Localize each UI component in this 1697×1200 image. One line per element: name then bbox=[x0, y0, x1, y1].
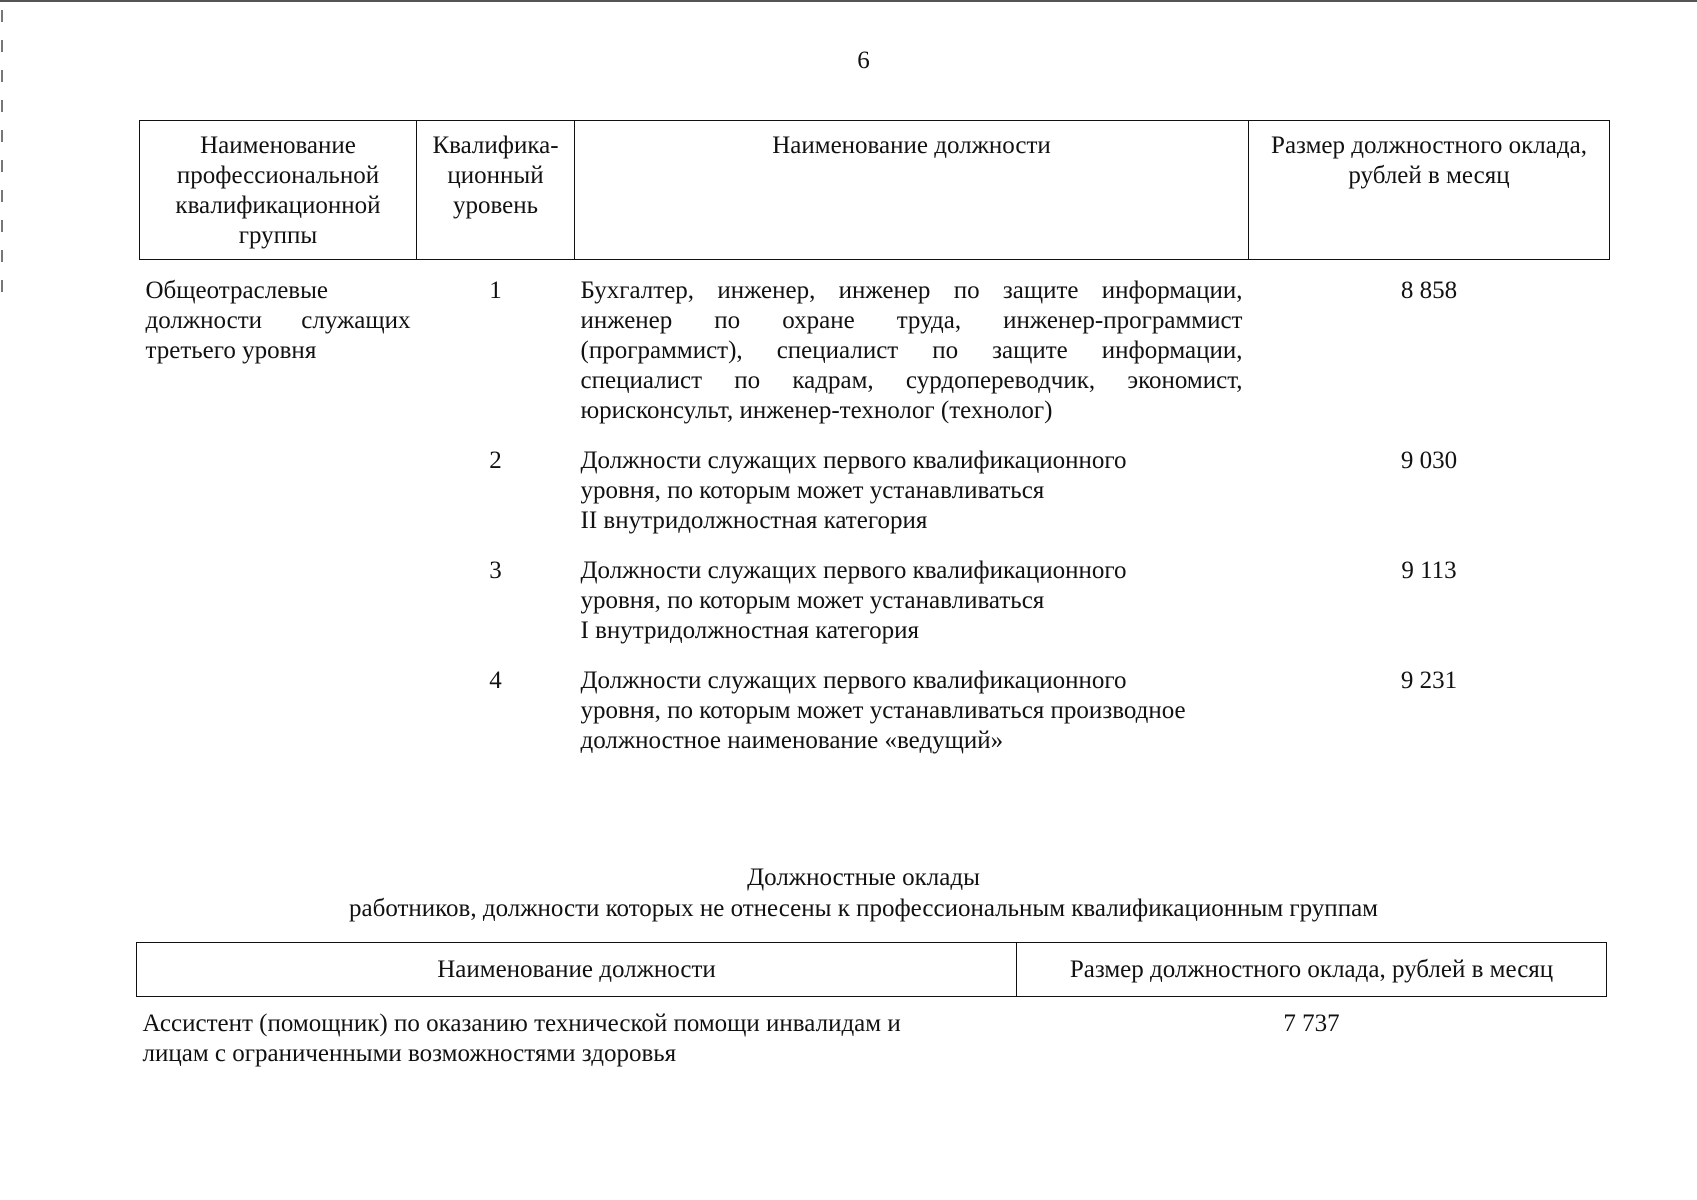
positions-line: должностное наименование «ведущий» bbox=[580, 727, 1004, 754]
level-cell: 2 bbox=[489, 447, 502, 474]
positions-line: I внутридолжностная категория bbox=[580, 617, 920, 644]
table-row bbox=[137, 997, 1607, 1070]
level-cell: 3 bbox=[489, 557, 502, 584]
positions-line: уровня, по которым может устанавливаться bbox=[580, 587, 1045, 614]
salary-cell: 9 113 bbox=[1401, 557, 1457, 584]
header-group-name: Наименование профессиональной квалификационной группы bbox=[140, 121, 417, 260]
header-qualification-level: Квалифика-ционный уровень bbox=[417, 121, 575, 260]
salary-cell: 7 737 bbox=[1283, 1010, 1340, 1037]
position-line: лицам с ограниченными возможностями здоровья bbox=[142, 1040, 677, 1067]
positions-line: уровня, по которым может устанавливаться производное bbox=[580, 697, 1186, 724]
header-position-name: Наименование должности bbox=[575, 121, 1249, 260]
other-positions-table bbox=[136, 942, 1607, 1069]
position-line: Ассистент (помощник) по оказанию технической помощи инвалидам и bbox=[142, 1010, 901, 1037]
table-row bbox=[140, 260, 1610, 427]
positions-line: уровня, по которым может устанавливаться bbox=[580, 477, 1045, 504]
positions-cell bbox=[575, 536, 1249, 646]
positions-cell bbox=[575, 646, 1249, 756]
level-cell: 4 bbox=[489, 667, 502, 694]
empty-cell bbox=[140, 536, 417, 646]
header-salary: Размер должностного оклада, рублей в месяц bbox=[1249, 121, 1610, 260]
empty-cell bbox=[140, 426, 417, 536]
positions-line: Должности служащих первого квалификационного bbox=[580, 667, 1127, 694]
group-name-cell: Общеотраслевые должности служащих третьего уровня bbox=[145, 277, 411, 364]
page-number: 6 bbox=[857, 47, 870, 74]
level-cell: 1 bbox=[489, 277, 502, 304]
qualification-groups-table bbox=[139, 120, 1610, 756]
salary-cell: 8 858 bbox=[1400, 277, 1458, 304]
table-row bbox=[140, 426, 1610, 536]
positions-cell: Бухгалтер, инженер, инженер по защите информации, инженер по охране труда, инженер-программист (программист), специалист по защите информации, специалист по кадрам, сурдопереводчик, экономист, юрисконсульт, инженер-технолог (технолог) bbox=[580, 277, 1243, 424]
positions-cell bbox=[575, 426, 1249, 536]
positions-line: Должности служащих первого квалификационного bbox=[580, 557, 1127, 584]
table-row bbox=[140, 536, 1610, 646]
top-border-line bbox=[0, 0, 1697, 2]
salary-cell: 9 231 bbox=[1400, 667, 1458, 694]
section-title: Должностные оклады bbox=[747, 864, 980, 891]
table-row bbox=[140, 646, 1610, 756]
positions-line: II внутридолжностная категория bbox=[580, 507, 928, 534]
positions-line: Должности служащих первого квалификационного bbox=[580, 447, 1127, 474]
section-subtitle: работников, должности которых не отнесены к профессиональным квалификационным группам bbox=[349, 895, 1378, 922]
empty-cell bbox=[140, 646, 417, 756]
position-cell bbox=[137, 997, 1017, 1070]
header-salary: Размер должностного оклада, рублей в месяц bbox=[1017, 943, 1607, 997]
table-header-row bbox=[140, 121, 1610, 260]
salary-cell: 9 030 bbox=[1400, 447, 1458, 474]
header-position-name: Наименование должности bbox=[137, 943, 1017, 997]
table-header-row bbox=[137, 943, 1607, 997]
